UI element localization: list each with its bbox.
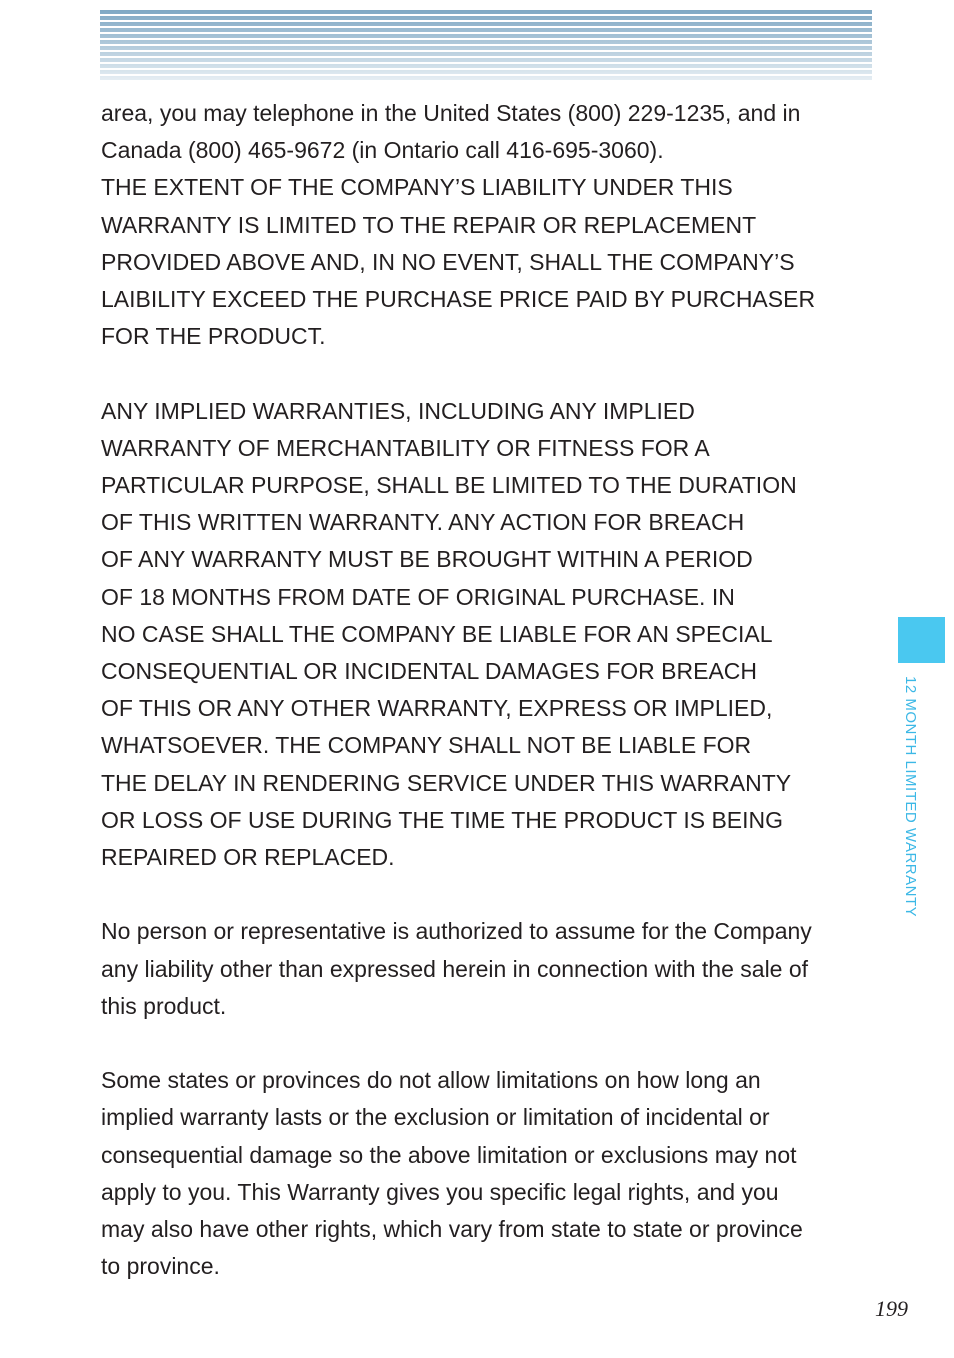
section-tab-marker (898, 617, 945, 663)
paragraph-contact-and-liability: area, you may telephone in the United States (800) 229-1235, and in Canada (800) 465-9672 (in Ontario call 416-695-3060). THE EXTENT OF THE COMPANY’S LIABILITY UNDER THIS WARRANTY IS LIMITED TO THE REPAIR OR REPLACEMENT PROVIDED ABOVE AND, IN NO EVENT, SHALL THE COMPANY’S LAIBILITY EXCEED THE PURCHASE PRICE PAID BY PURCHASER FOR THE PRODUCT. (101, 100, 816, 350)
body-text (101, 95, 881, 1285)
page-number: 199 (875, 1296, 908, 1321)
header-stripe-band (100, 10, 872, 80)
section-tab-label: 12 MONTH LIMITED WARRANTY (902, 676, 919, 918)
header-stripe-fade (100, 10, 872, 80)
paragraph-gap (101, 1025, 881, 1062)
paragraph-gap (101, 876, 881, 913)
paragraph-gap (101, 355, 881, 392)
paragraph-no-representative: No person or representative is authorized to assume for the Company any liability other than expressed herein in connection with the sale of this product. (101, 918, 812, 1019)
paragraph-implied-warranties: ANY IMPLIED WARRANTIES, INCLUDING ANY IMPLIED WARRANTY OF MERCHANTABILITY OR FITNESS FOR A PARTICULAR PURPOSE, SHALL BE LIMITED TO THE DURATION OF THIS WRITTEN WARRANTY. ANY ACTION FOR BREACH OF ANY WARRANTY MUST BE BROUGHT WITHIN A PERIOD OF 18 MONTHS FROM DATE OF ORIGINAL PURCHASE. IN NO CASE SHALL THE COMPANY BE LIABLE FOR AN SPECIAL CONSEQUENTIAL OR INCIDENTAL DAMAGES FOR BREACH OF THIS OR ANY OTHER WARRANTY, EXPRESS OR IMPLIED, WHATSOEVER. THE COMPANY SHALL NOT BE LIABLE FOR THE DELAY IN RENDERING SERVICE UNDER THIS WARRANTY OR LOSS OF USE DURING THE TIME THE PRODUCT IS BEING REPAIRED OR REPLACED. (101, 397, 797, 871)
paragraph-state-rights: Some states or provinces do not allow limitations on how long an implied warranty lasts or the exclusion or limitation of incidental or consequential damage so the above limitation or exclusions may not apply to you. This Warranty gives you specific legal rights, and you may also have other rights, which vary from state to state or province to province. (101, 1067, 803, 1280)
